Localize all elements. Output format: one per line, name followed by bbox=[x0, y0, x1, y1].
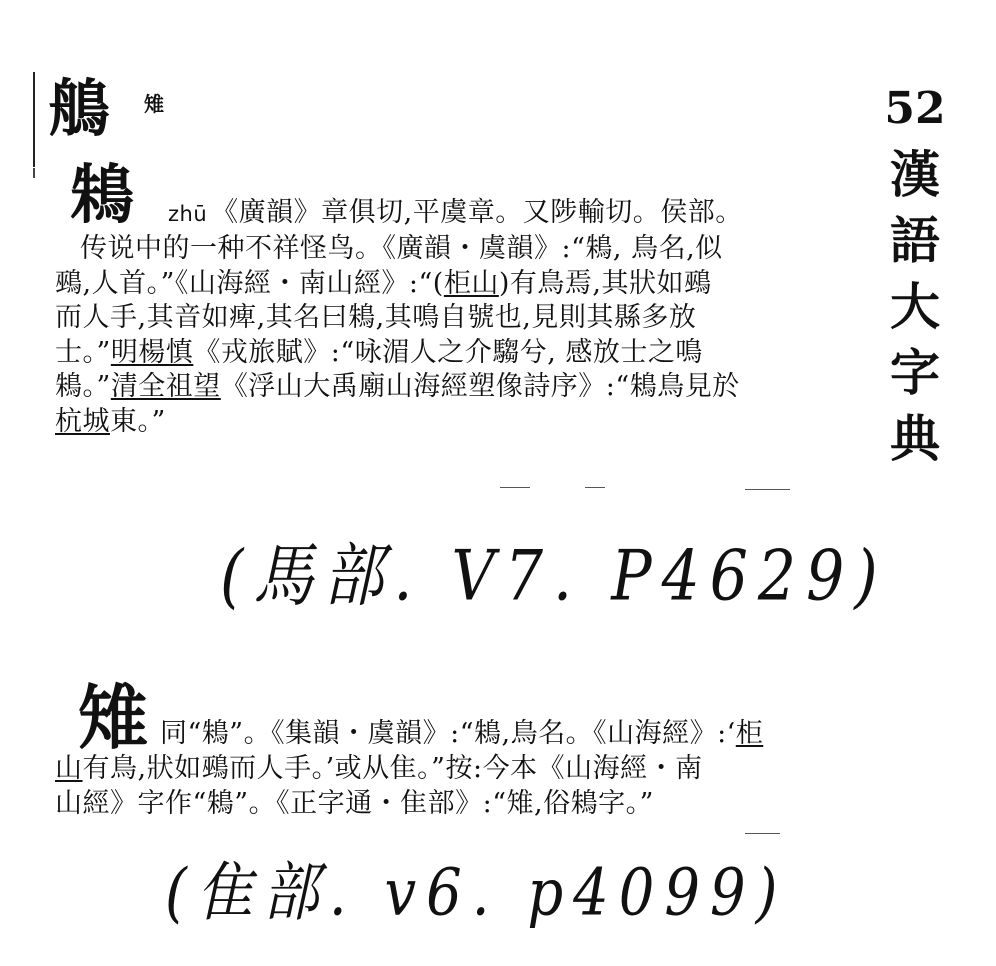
place-name: 柜 bbox=[735, 718, 764, 749]
entry-text: )有鳥焉,其狀如鵐 bbox=[498, 267, 712, 299]
title-char: 典 bbox=[890, 409, 940, 468]
entry-line: 而人手,其音如痺,其名曰鴸,其鳴自號也,見則其縣多放 bbox=[55, 302, 697, 334]
entry-body bbox=[55, 752, 703, 821]
title-char: 字 bbox=[890, 343, 940, 402]
entry-line bbox=[55, 752, 703, 787]
entry-text: 士。” bbox=[55, 336, 111, 368]
dictionary-title bbox=[880, 76, 950, 472]
scan-mark bbox=[745, 489, 790, 490]
handwritten-annotation: (馬部. V7. P4629) bbox=[220, 536, 888, 617]
handwritten-annotation: (隹部. v6. p4099) bbox=[165, 855, 788, 931]
entry-text: 《戎旅賦》:“咏湄人之介騶兮, 感放士之鳴 bbox=[193, 336, 703, 368]
pronunciation: zhū bbox=[168, 202, 208, 226]
scan-mark bbox=[745, 833, 780, 834]
entry-line bbox=[55, 336, 740, 371]
volume-number: 52 bbox=[884, 83, 946, 134]
person-name: 明楊慎 bbox=[110, 336, 194, 368]
margin-line bbox=[33, 72, 35, 167]
entry-line bbox=[55, 370, 740, 405]
entry-line: 传说中的一种不祥怪鸟。《廣韻・虞韻》:“鴸, 鳥名,似 bbox=[80, 233, 723, 264]
entry-line: 山經》字作“鴸”。《正字通・隹部》:“雉,俗鴸字。” bbox=[55, 787, 654, 819]
entry-text: 有鳥,狀如鵐而人手。’或从隹。”按:今本《山海經・南 bbox=[82, 753, 703, 784]
entry-line-1 bbox=[168, 196, 743, 232]
entry-character: 雉 bbox=[78, 676, 148, 759]
title-char: 語 bbox=[890, 211, 940, 270]
entry-text: 同“鴸”。《集韻・虞韻》:“鴸,鳥名。《山海經》:‘ bbox=[160, 718, 736, 749]
margin-tick bbox=[33, 168, 35, 178]
place-name: 柜山 bbox=[443, 267, 499, 299]
entry-body bbox=[55, 232, 740, 440]
entry-line bbox=[55, 405, 740, 440]
entry-character: 鴸 bbox=[70, 158, 134, 233]
entry-text: 《浮山大禹廟山海經塑像詩序》:“鴸鳥見於 bbox=[220, 371, 740, 403]
heading-character: 鵃 bbox=[48, 72, 111, 145]
place-name: 山 bbox=[55, 753, 83, 784]
heading-variant: 雉 bbox=[144, 92, 164, 116]
title-char: 大 bbox=[890, 277, 940, 336]
person-name: 清全祖望 bbox=[110, 371, 221, 403]
entry-text: 鴸。” bbox=[55, 371, 111, 403]
entry-line-1 bbox=[160, 717, 763, 752]
scan-mark bbox=[585, 487, 605, 488]
entry-text: 東。” bbox=[110, 405, 166, 437]
title-char: 漢 bbox=[890, 145, 940, 204]
entry-line bbox=[55, 267, 740, 302]
entry-text: 《廣韻》章俱切,平虞章。又陟輸切。侯部。 bbox=[211, 197, 743, 228]
place-name: 杭城 bbox=[55, 405, 110, 437]
entry-text: 鵐,人首。”《山海經・南山經》:“( bbox=[55, 267, 444, 299]
scan-mark bbox=[500, 487, 530, 488]
